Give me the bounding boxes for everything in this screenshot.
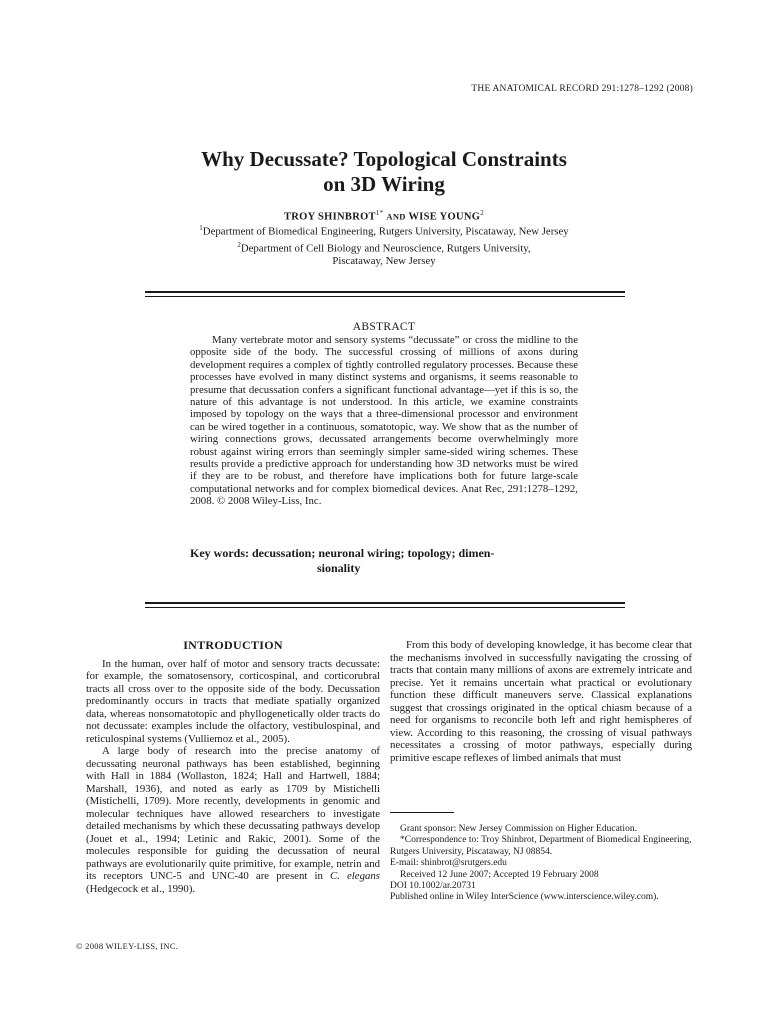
affiliation-1 [0,222,768,239]
section-heading-introduction: INTRODUCTION [183,638,283,652]
body-paragraph-right: From this body of developing knowledge, it has become clear that the mechanisms involved in successfully navigating the crossing of tracts that contain many millions of axons are extremely intricate and precise. Yet it remains uncertain what practical or evolutionary function these difficult maneuvers serve. Classical explanations suggest that crossings originated in the optical chiasm because of a need for organisms to reconcile both left and right hemispheres of view. According to this reasoning, the crossing of visual pathways necessitates a crossing of motor pathways, especially during primitive escape reflexes of limbed animals that must [390,639,692,764]
doi-footnote: DOI 10.1002/ar.20731 [390,881,476,892]
top-divider [145,291,625,297]
title-line-2: on 3D Wiring [323,172,445,196]
species-name: C. elegans [330,870,380,882]
affiliation-1-text: Department of Biomedical Engineering, Rutgers University, Piscataway, New Jersey [202,225,569,238]
author-2-marker: 2 [480,209,485,217]
email-footnote: E-mail: shinbrot@srutgers.edu [390,858,507,869]
footnotes [390,824,692,904]
title-line-1: Why Decussate? Topological Constraints [201,147,567,171]
affiliation-2-cont: Piscataway, New Jersey [332,255,436,268]
affiliations [0,222,768,268]
intro-paragraph-2 [86,745,380,895]
keywords-cont: sionality [317,561,361,575]
paper-title [0,147,768,197]
author-2: WISE YOUNG [408,211,481,223]
grant-footnote: Grant sponsor: New Jersey Commission on Higher Education. [400,824,637,834]
copyright-notice: © 2008 WILEY-LISS, INC. [76,941,179,951]
left-column [86,639,380,895]
intro-paragraph-2-end: (Hedgecock et al., 1990). [86,882,196,895]
abstract-text: Many vertebrate motor and sensory systems “decussate” or cross the midline to the opposite side of the body. The successful crossing of millions of axons during development requires a complex of tightly controlled regulatory processes. Because these processes have evolved in many distinct systems and organisms, it seems reasonable to presume that decussation confers a significant functional advantage—yet if this is so, the nature of this advantage is not understood. In this article, we examine constraints imposed by topology on the ways that a three-dimensional processor and environment can be wired together in a continuous, somatotopic, way. We show that as the number of wiring connections grows, decussated arrangements become overwhelmingly more robust against wiring errors than seemingly simpler same-sided wiring schemes. These results provide a predictive approach for understanding how 3D networks must be wired if they are to be robust, and therefore have implications both for future large-scale computational networks and for complex biomedical devices. Anat Rec, 291:1278–1292, 2008. © 2008 Wiley-Liss, Inc. [190,334,578,508]
footnote-divider [390,812,454,813]
intro-paragraph-1: In the human, over half of motor and sensory tracts decussate: for example, the somatosensory, corticospinal, and corticorubral tracts all cross over to the opposite side of the body. Decussation predominantly occurs in tracts that mediate spatially organized data, whereas nonsomatotopic and phyllogenetically older tracts do not decussate: examples include the olfactory, vestibulospinal, and reticulospinal systems (Vulliemoz et al., 2005). [86,657,380,745]
right-column [390,639,692,764]
keywords [190,546,578,576]
bottom-divider [145,602,625,608]
keywords-line: Key words: decussation; neuronal wiring; topology; dimen- [190,546,495,560]
author-conjunction: AND [386,211,406,222]
correspondence-footnote: *Correspondence to: Troy Shinbrot, Department of Biomedical Engineering, Rutgers University, Piscataway, NJ 08854. [390,835,692,857]
affiliation-2-marker: 2 [237,240,241,249]
published-footnote: Published online in Wiley InterScience (www.interscience.wiley.com). [390,892,659,903]
author-line [0,209,768,223]
affiliation-1-marker: 1 [199,224,203,232]
affiliation-2-text: Department of Cell Biology and Neuroscience, Rutgers University, [240,242,531,255]
author-1-marker: 1* [375,209,384,217]
affiliation-2 [0,239,768,256]
received-footnote: Received 12 June 2007; Accepted 19 February 2008 [400,869,599,880]
intro-paragraph-2-main: A large body of research into the precise anatomy of decussating neuronal pathways has been established, beginning with Hall in 1884 (Wollaston, 1824; Hall and Hartwell, 1884; Marshall, 1936), and noted as early as 1709 by Mistichelli (Mistichelli, 1709). More recently, developments in genomic and molecular techniques have allowed researchers to investigate detailed mechanisms by which these decussating pathways develop (Jouet et al., 1994; Letinic and Rakic, 2001). Some of the molecules responsible for guiding the decussation of neural pathways are evolutionarily quite primitive, for example, netrin and its receptors UNC-5 and UNC-40 are present in [86,745,380,882]
abstract-heading: ABSTRACT [352,321,416,333]
journal-header: THE ANATOMICAL RECORD 291:1278–1292 (2008) [471,84,693,94]
author-1: TROY SHINBROT [283,211,376,223]
